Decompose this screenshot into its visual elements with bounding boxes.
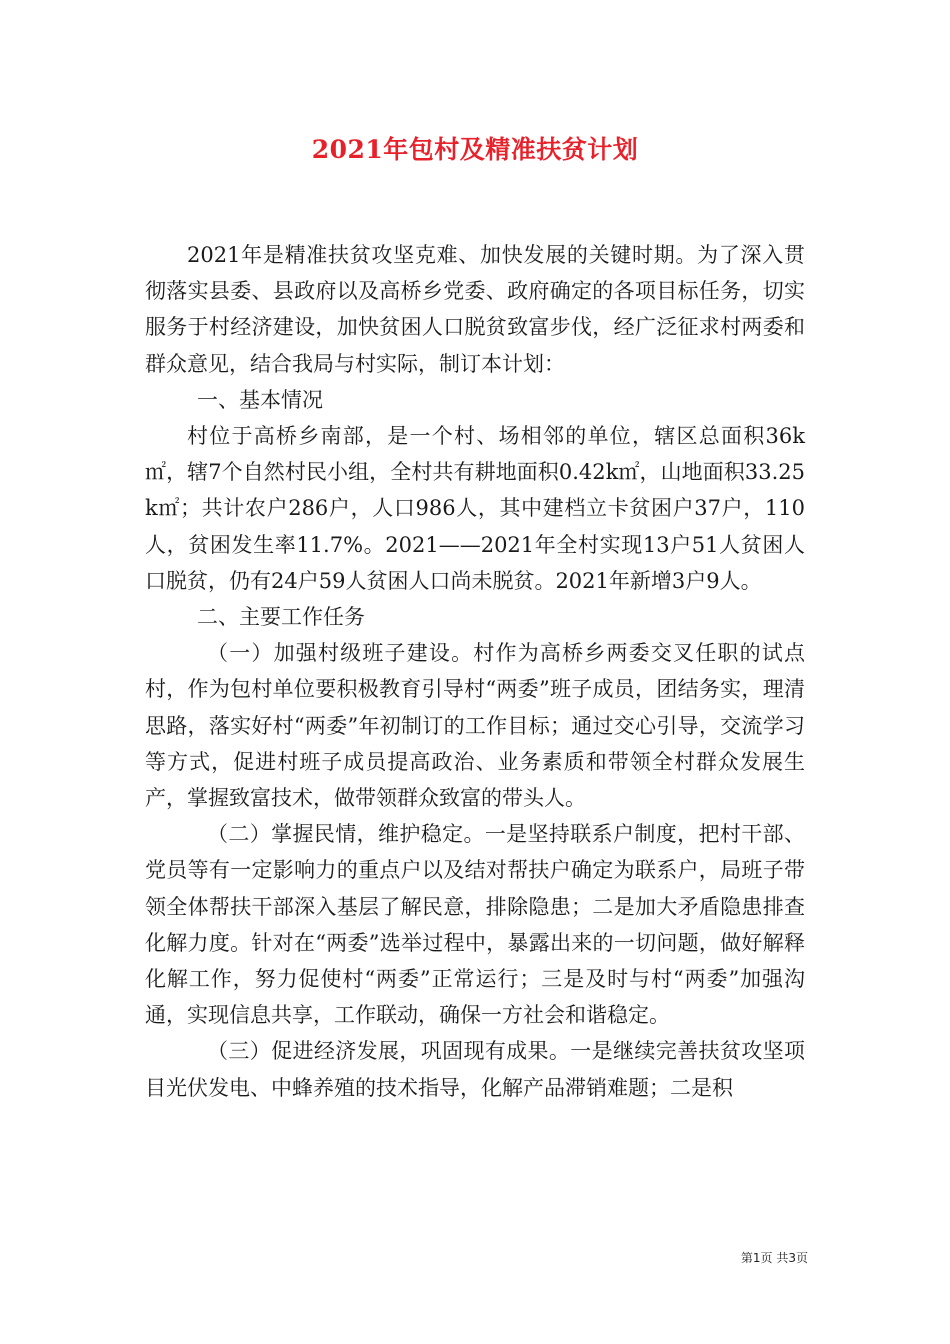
intro-paragraph: 2021年是精准扶贫攻坚克难、加快发展的关键时期。为了深入贯彻落实县委、县政府以及高桥乡党委、政府确定的各项目标任务，切实服务于村经济建设，加快贫困人口脱贫致富步伐，经广泛征求村两委和群众意见，结合我局与村实际，制订本计划： [145, 243, 805, 376]
task-paragraph-1: （一）加强村级班子建设。村作为高桥乡两委交叉任职的试点村，作为包村单位要积极教育引导村“两委”班子成员，团结务实，理清思路，落实好村“两委”年初制订的工作目标；通过交心引导，交流学习等方式，促进村班子成员提高政治、业务素质和带领全村群众发展生产，掌握致富技术，做带领群众致富的带头人。 [145, 641, 805, 811]
document-body [145, 237, 805, 1106]
task-paragraph-2: （二）掌握民情，维护稳定。一是坚持联系户制度，把村干部、党员等有一定影响力的重点户以及结对帮扶户确定为联系户，局班子带领全体帮扶干部深入基层了解民意，排除隐患；二是加大矛盾隐患排查化解力度。针对在“两委”选举过程中，暴露出来的一切问题，做好解释化解工作，努力促使村“两委”正常运行；三是及时与村“两委”加强沟通，实现信息共享，工作联动，确保一方社会和谐稳定。 [145, 822, 805, 1028]
basic-info-paragraph: 村位于高桥乡南部，是一个村、场相邻的单位，辖区总面积36k㎡，辖7个自然村民小组，全村共有耕地面积0.42k㎡，山地面积33.25k㎡；共计农户286户，人口986人，其中建档立卡贫困户37户，110人，贫困发生率11.7%。2021——2021年全村实现13户51人贫困人口脱贫，仍有24户59人贫困人口尚未脱贫。2021年新增3户9人。 [145, 424, 805, 593]
document-title: 2021年包村及精准扶贫计划 [311, 135, 639, 164]
section-heading-basic-info: 一、基本情况 [197, 387, 323, 412]
task-paragraph-3: （三）促进经济发展，巩固现有成果。一是继续完善扶贫攻坚项目光伏发电、中蜂养殖的技术指导，化解产品滞销难题；二是积 [145, 1039, 805, 1100]
page-number: 第1页 共3页 [740, 1251, 808, 1265]
section-heading-main-tasks: 二、主要工作任务 [197, 605, 365, 630]
